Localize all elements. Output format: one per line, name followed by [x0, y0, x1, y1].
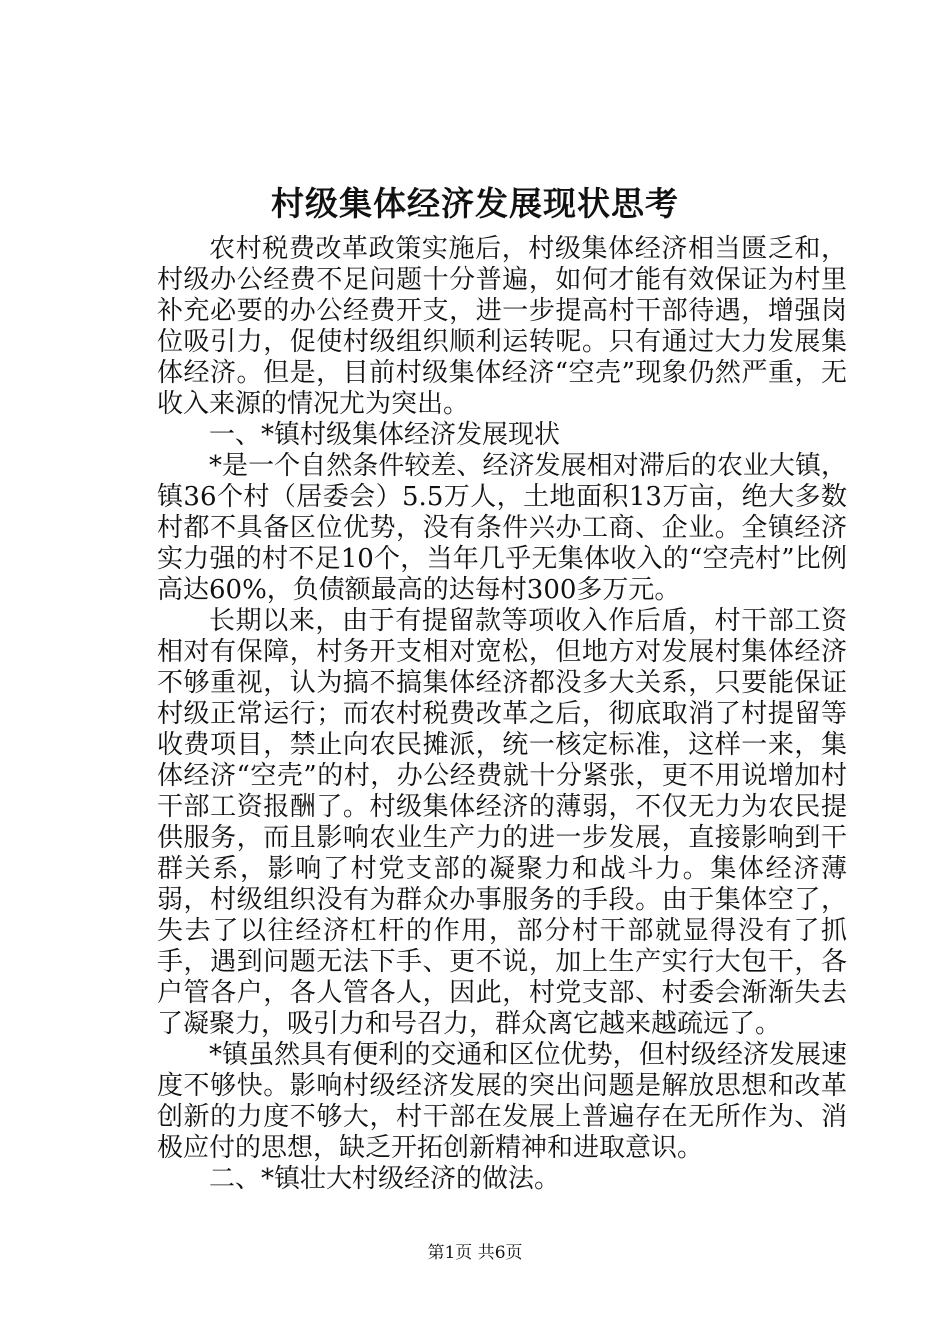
- paragraph-intro: 农村税费改革政策实施后，村级集体经济相当匮乏和，村级办公经费不足问题十分普遍，如何才能有效保证为村里补充必要的办公经费开支，进一步提高村干部待遇，增强岗位吸引力，促使村级组织顺利运转呢。只有通过大力发展集体经济。但是，目前村级集体经济“空壳”现象仍然严重，无收入来源的情况尤为突出。: [157, 234, 847, 419]
- paragraph-long-term: 长期以来，由于有提留款等项收入作后盾，村干部工资相对有保障，村务开支相对宽松，但地方对发展村集体经济不够重视，认为搞不搞集体经济都没多大关系，只要能保证村级正常运行；而农村税费改革之后，彻底取消了村提留等收费项目，禁止向农民摊派，统一核定标准，这样一来，集体经济“空壳”的村，办公经费就十分紧张，更不用说增加村干部工资报酬了。村级集体经济的薄弱，不仅无力为农民提供服务，而且影响农业生产力的进一步发展，直接影响到干群关系，影响了村党支部的凝聚力和战斗力。集体经济薄弱，村级组织没有为群众办事服务的手段。由于集体空了，失去了以往经济杠杆的作用，部分村干部就显得没有了抓手，遇到问题无法下手、更不说，加上生产实行大包干，各户管各户，各人管各人，因此，村党支部、村委会渐渐失去了凝聚力，吸引力和号召力，群众离它越来越疏远了。: [157, 606, 847, 1039]
- document-title: 村级集体经济发展现状思考: [271, 184, 679, 223]
- section-heading-2: 二、*镇壮大村级经济的做法。: [209, 1164, 561, 1194]
- section-heading-1: 一、*镇村级集体经济发展现状: [209, 420, 561, 450]
- document-body: [157, 234, 847, 1195]
- page-number-footer: 第1页 共6页: [427, 1243, 523, 1263]
- paragraph-development-speed: *镇虽然具有便利的交通和区位优势，但村级经济发展速度不够快。影响村级经济发展的突出问题是解放思想和改革创新的力度不够大，村干部在发展上普遍存在无所作为、消极应付的思想，缺乏开拓创新精神和进取意识。: [157, 1040, 847, 1163]
- paragraph-town-overview: *是一个自然条件较差、经济发展相对滞后的农业大镇，镇36个村（居委会）5.5万人，土地面积13万亩，绝大多数村都不具备区位优势，没有条件兴办工商、企业。全镇经济实力强的村不足10个，当年几乎无集体收入的“空壳村”比例高达60%，负债额最高的达每村300多万元。: [157, 451, 847, 605]
